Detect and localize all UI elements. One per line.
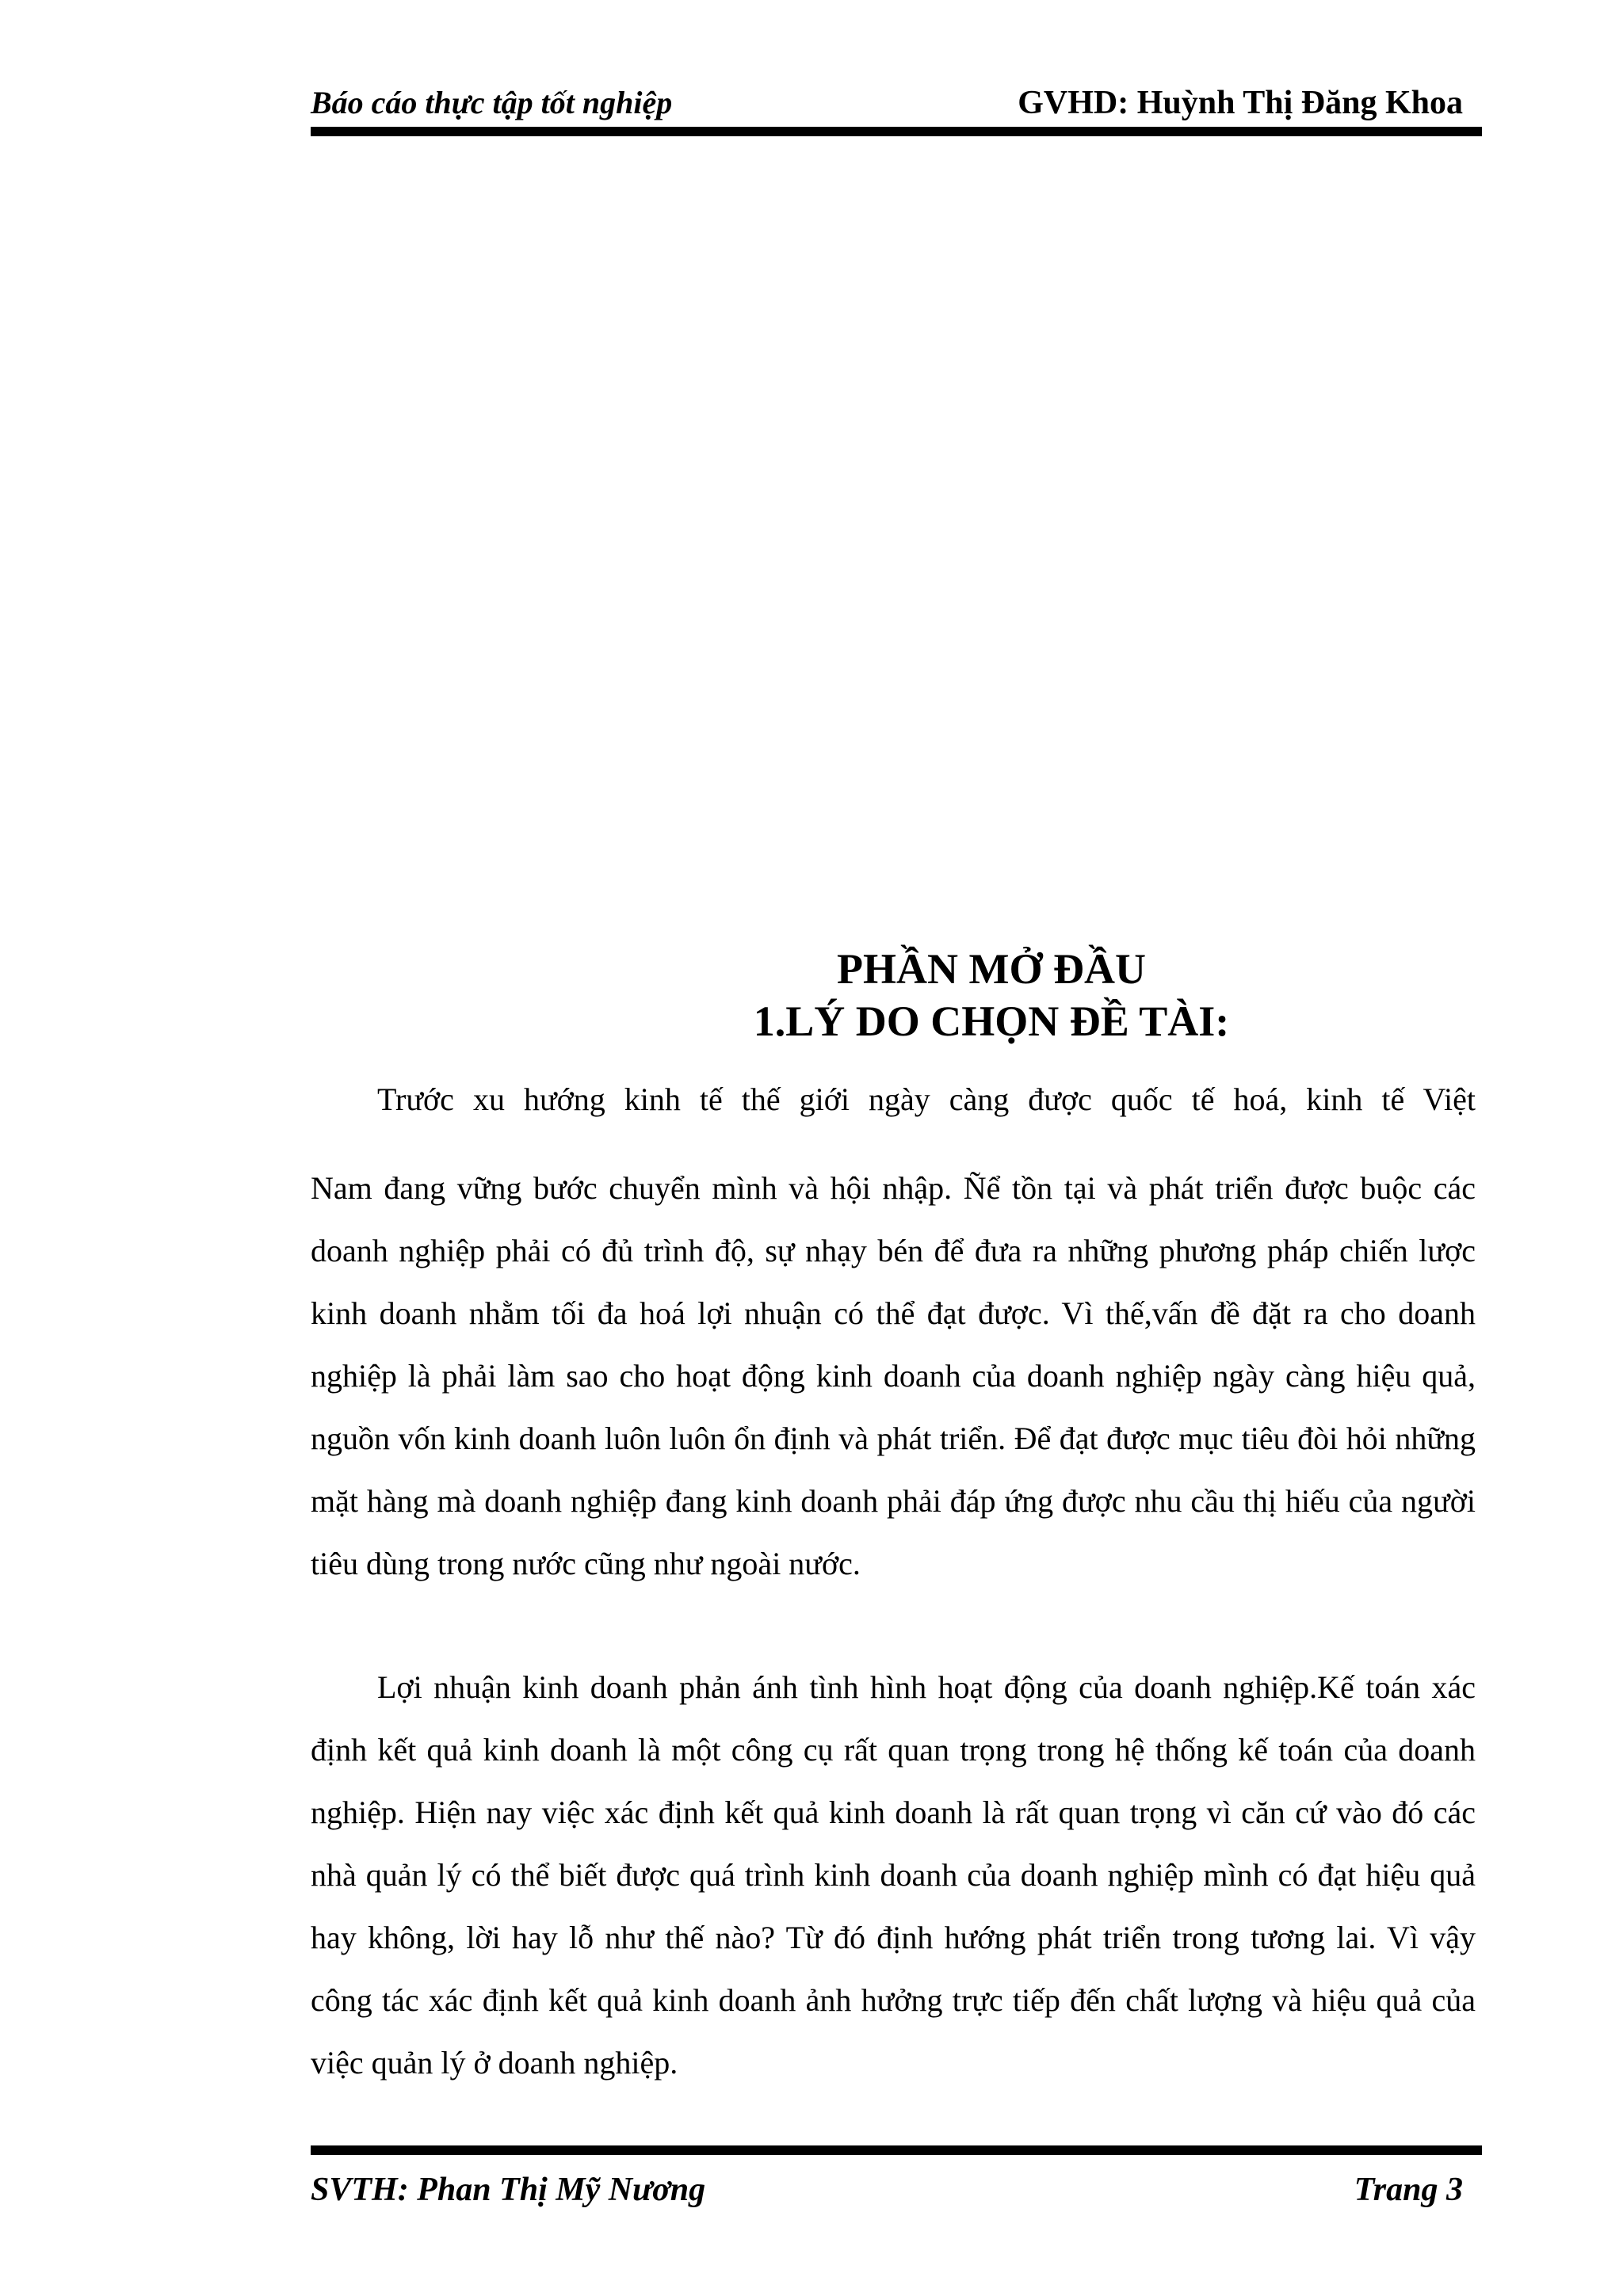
header-rule	[311, 127, 1482, 136]
subsection-title: 1.LÝ DO CHỌN ĐỀ TÀI:	[753, 997, 1230, 1045]
paragraph-2: Lợi nhuận kinh doanh phản ánh tình hình hoạt động của doanh nghiệp.Kế toán xác định kết quả kinh doanh là một công cụ rất quan trọng trong hệ thống kế toán của doanh nghiệp. Hiện nay việc xác định kết quả kinh doanh là rất quan trọng vì căn cứ vào đó các nhà quản lý có thể biết được quá trình kinh doanh của doanh nghiệp mình có đạt hiệu quả hay không, lời hay lỗ như thế nào? Từ đó định hướng phát triển trong tương lai. Vì vậy công tác xác định kết quả kinh doanh ảnh hưởng trực tiếp đến chất lượng và hiệu quả của việc quản lý ở doanh nghiệp.	[311, 1669, 1476, 2081]
paragraph-1-body: Nam đang vững bước chuyển mình và hội nhập. Ñể tồn tại và phát triển được buộc các doanh nghiệp phải có đủ trình độ, sự nhạy bén để đưa ra những phương pháp chiến lược kinh doanh nhằm tối đa hoá lợi nhuận có thể đạt được. Vì thế,vấn đề đặt ra cho doanh nghiệp là phải làm sao cho hoạt động kinh doanh của doanh nghiệp ngày càng hiệu quả, nguồn vốn kinh doanh luôn luôn ổn định và phát triển. Để đạt được mục tiêu đòi hỏi những mặt hàng mà doanh nghiệp đang kinh doanh phải đáp ứng được nhu cầu thị hiếu của người tiêu dùng trong nước cũng như ngoài nước.	[311, 1170, 1476, 1581]
page-number: Trang 3	[1354, 2172, 1463, 2208]
header-supervisor: GVHD: Huỳnh Thị Đăng Khoa	[1018, 85, 1463, 121]
footer-student: SVTH: Phan Thị Mỹ Nương	[311, 2172, 706, 2208]
header-report-title: Báo cáo thực tập tốt nghiệp	[311, 85, 673, 120]
paragraph-1-first-line: Trước xu hướng kinh tế thế giới ngày càng được quốc tế hoá, kinh tế Việt	[377, 1081, 1476, 1117]
page-header	[311, 84, 1482, 132]
page-footer	[311, 2171, 1482, 2218]
section-title: PHẦN MỞ ĐẦU	[837, 945, 1146, 993]
title-block	[311, 943, 1482, 1047]
footer-rule	[311, 2145, 1482, 2155]
